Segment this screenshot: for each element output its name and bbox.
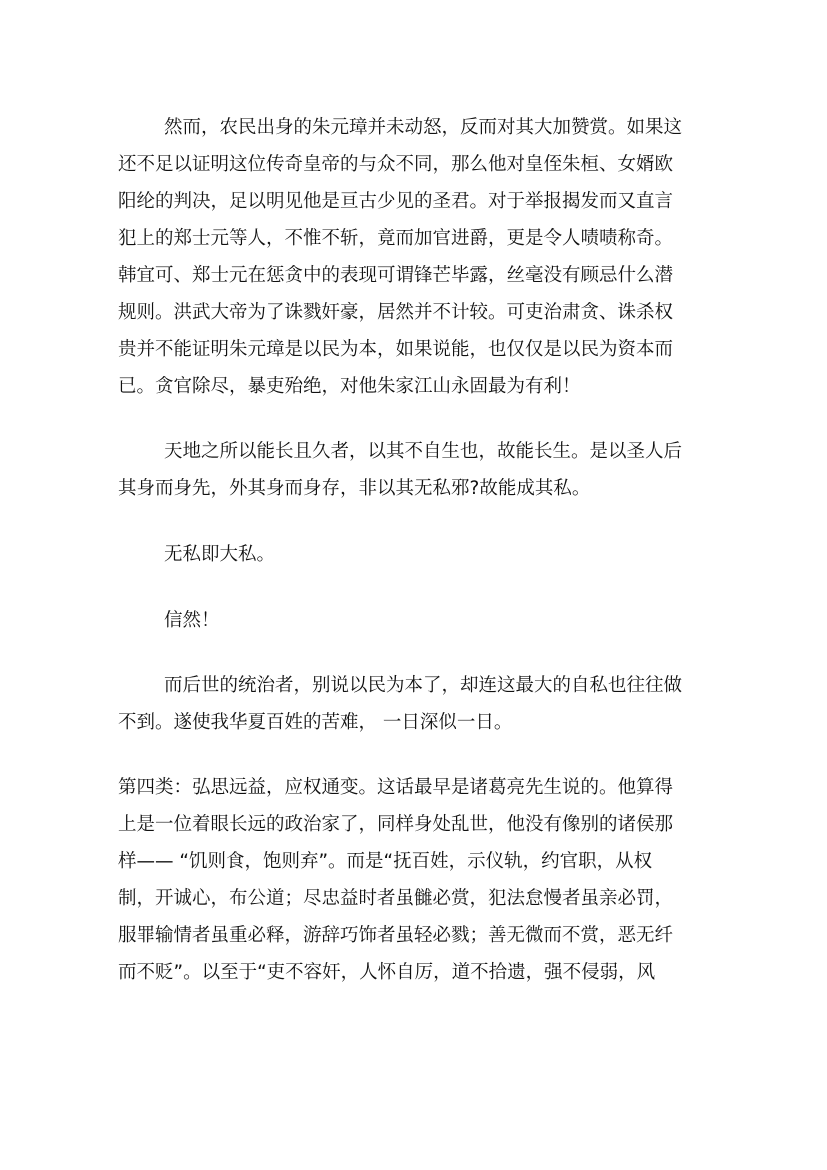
paragraph-1-line-1: 然而，农民出身的朱元璋并未动怒，反而对其大加赞赏。如果这 — [164, 117, 683, 138]
paragraph-6-line-1: 第四类：弘思远益，应权通变。这话最早是诸葛亮先生说的。他算得 — [118, 777, 674, 798]
paragraph-5-line-1: 而后世的统治者，别说以民为本了，却连这最大的自私也往往做 — [164, 675, 683, 696]
paragraph-6-line-3: 样—— “饥则食，饱则弃”。而是“抚百姓，示仪轨，约官职，从权 — [118, 851, 653, 872]
paragraph-6-line-4: 制，开诚心，布公道；尽忠益时者虽雠必赏，犯法怠慢者虽亲必罚， — [118, 888, 674, 909]
paragraph-1-line-3: 阳纶的判决，足以明见他是亘古少见的圣君。对于举报揭发而又直言 — [118, 191, 674, 212]
paragraph-1-line-6: 规则。洪武大帝为了诛戮奸豪，居然并不计较。可吏治肃贪、诛杀权 — [118, 302, 674, 323]
paragraph-3-line-1: 无私即大私。 — [164, 544, 276, 565]
paragraph-4-line-1: 信然！ — [164, 610, 220, 631]
paragraph-1-line-2: 还不足以证明这位传奇皇帝的与众不同，那么他对皇侄朱桓、女婿欧 — [118, 154, 674, 175]
paragraph-6-line-5: 服罪输情者虽重必释，游辞巧饰者虽轻必戮；善无微而不赏，恶无纤 — [118, 925, 674, 946]
paragraph-2-line-1: 天地之所以能长且久者，以其不自生也，故能长生。是以圣人后 — [164, 441, 683, 462]
paragraph-2-line-2: 其身而身先，外其身而身存，非以其无私邪?故能成其私。 — [118, 478, 591, 499]
paragraph-1-line-5: 韩宜可、郑士元在惩贪中的表现可谓锋芒毕露，丝毫没有顾忌什么潜 — [118, 265, 674, 286]
paragraph-1-line-8: 已。贪官除尽，暴吏殆绝，对他朱家江山永固最为有利！ — [118, 376, 581, 397]
paragraph-6-line-2: 上是一位着眼长远的政治家了，同样身处乱世，他没有像别的诸侯那 — [118, 814, 674, 835]
paragraph-1-line-7: 贵并不能证明朱元璋是以民为本，如果说能，也仅仅是以民为资本而 — [118, 339, 674, 360]
paragraph-1-line-4: 犯上的郑士元等人，不惟不斩，竟而加官进爵，更是令人啧啧称奇。 — [118, 228, 674, 249]
paragraph-6-line-6: 而不贬”。以至于“吏不容奸，人怀自厉，道不拾遗，强不侵弱，风 — [118, 962, 656, 983]
paragraph-5-line-2: 不到。遂使我华夏百姓的苦难， 一日深似一日。 — [118, 712, 513, 733]
